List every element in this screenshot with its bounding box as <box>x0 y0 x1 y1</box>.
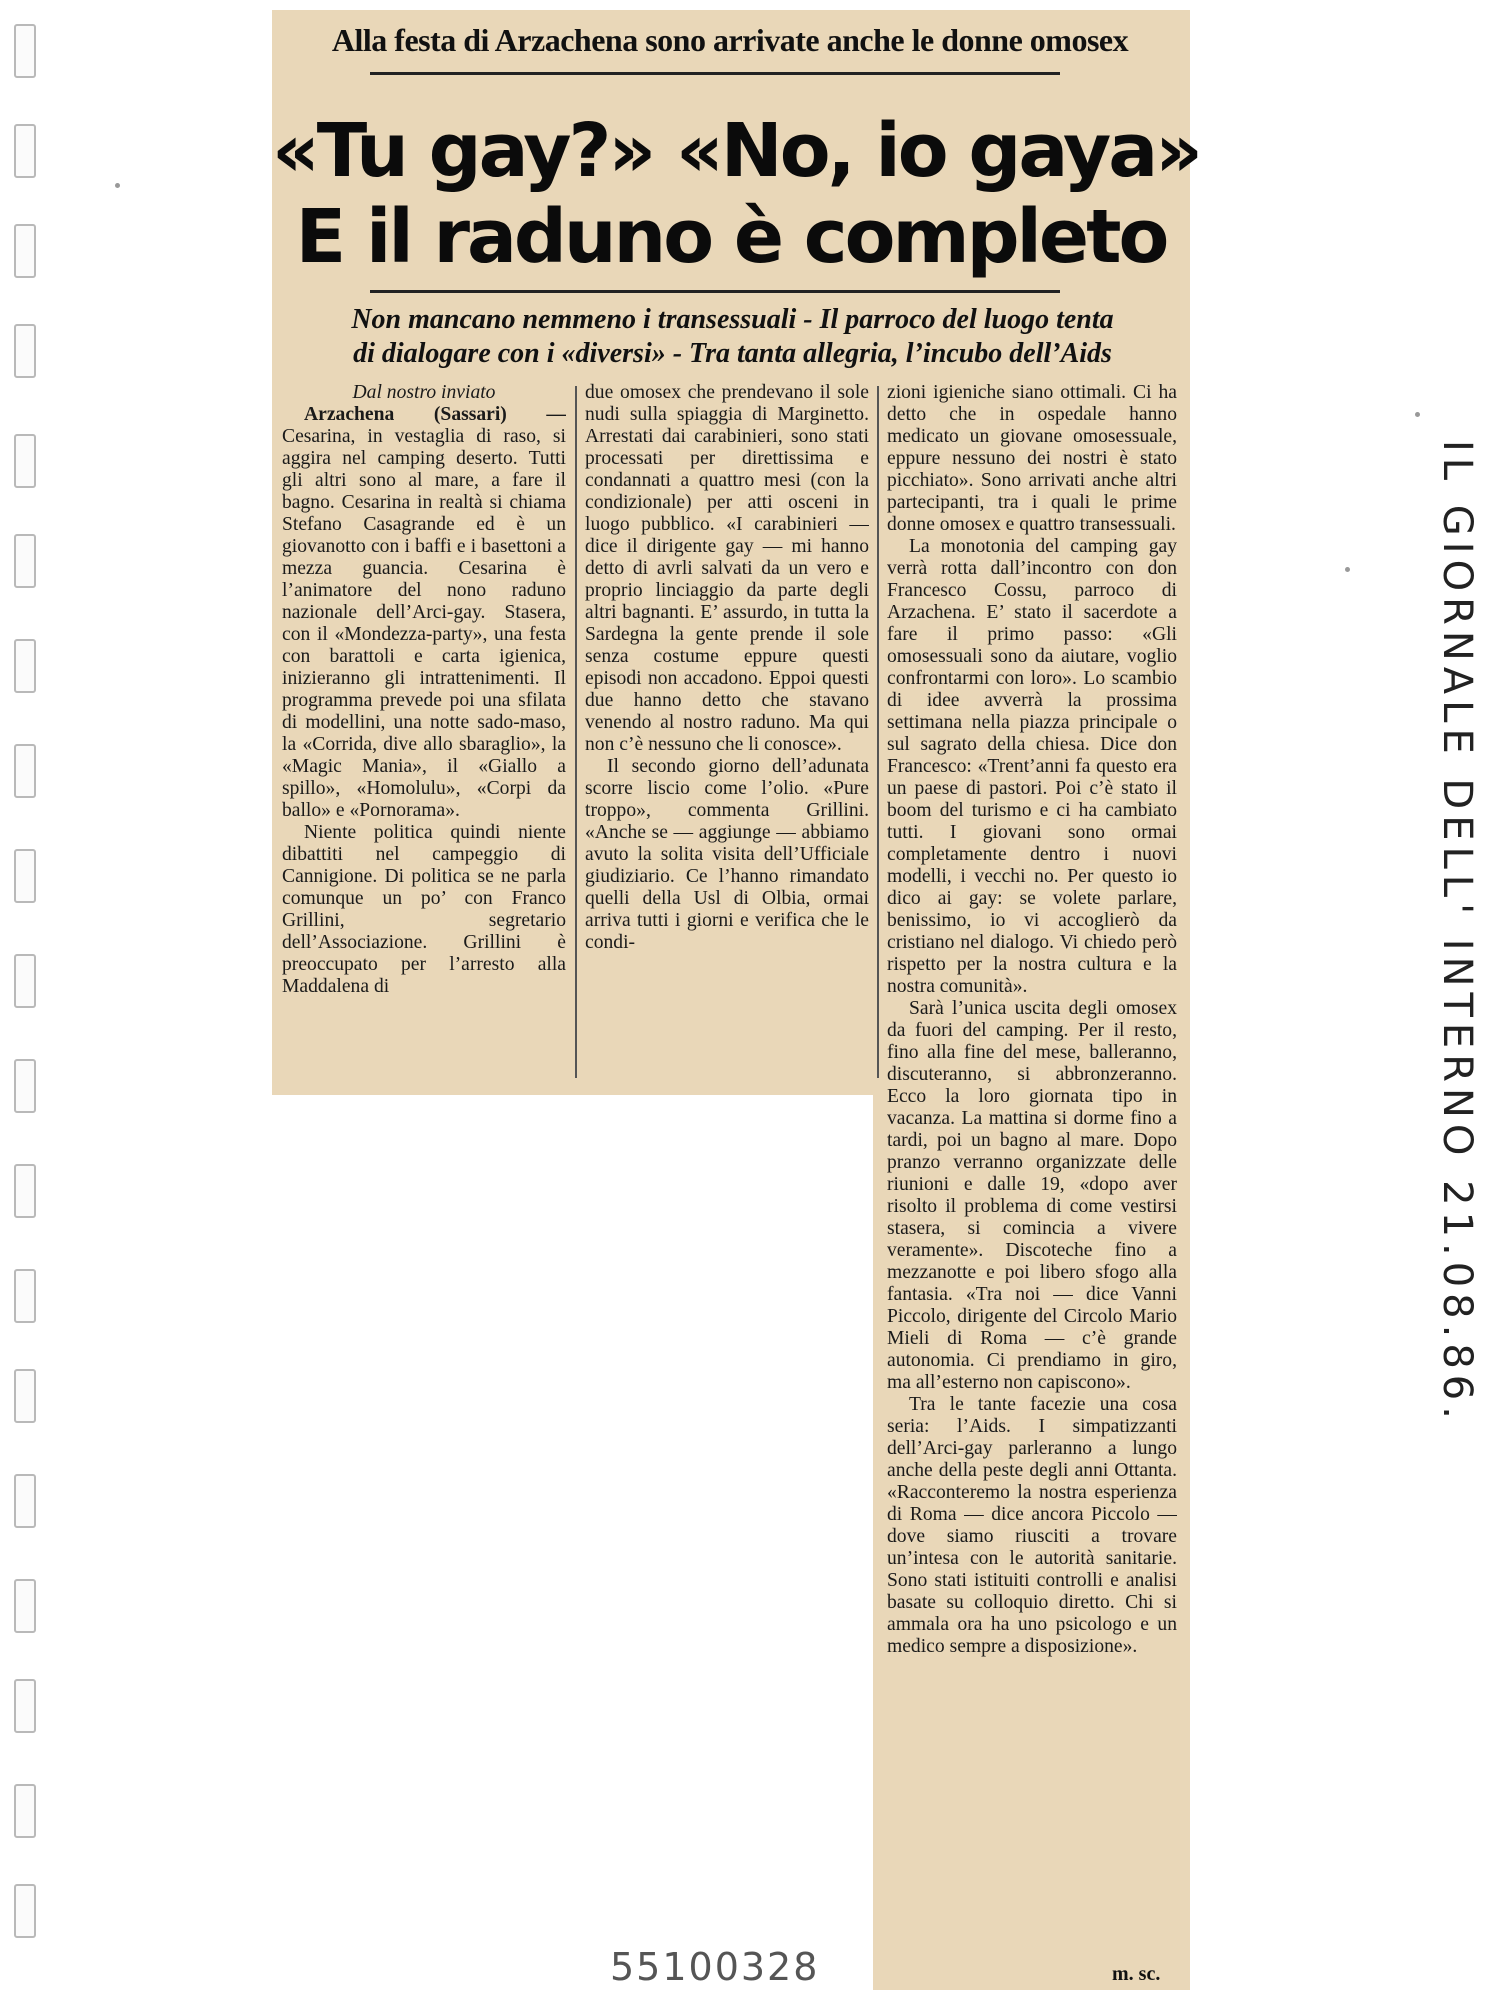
binder-hole <box>14 1059 36 1113</box>
paragraph: Tra le tante facezie una cosa seria: l’Aids. I simpatizzanti dell’Arci-gay parleranno a lungo anche della peste degli anni Ottanta. «Racconteremo la nostra esperienza di Roma — dice ancora Piccolo — dove siamo riusciti a trovare un’intesa con le autorità sanitarie. Sono stati istituiti controlli e analisi basate su colloquio diretto. Chi si ammala ora ha uno psicologo e un medico sempre a disposizione». <box>887 1394 1177 1657</box>
binder-hole <box>14 954 36 1008</box>
binder-hole <box>14 124 36 178</box>
binder-hole <box>14 1369 36 1423</box>
binder-hole <box>14 434 36 488</box>
paragraph: Il secondo giorno dell’adunata scorre liscio come l’olio. «Pure troppo», commenta Grillini. «Anche se — aggiunge — abbiamo avuto la solita visita dell’Ufficiale giudiziario. Ce l’hanno rimandato quelli della Usl di Olbia, ormai arriva tutti i giorni e verifica che le condi- <box>585 756 869 953</box>
speck <box>1415 412 1420 417</box>
binder-hole <box>14 639 36 693</box>
binder-hole <box>14 1784 36 1838</box>
paragraph: La monotonia del camping gay verrà rotta dall’incontro con don Francesco Cossu, parroco di Arzachena. E’ stato il sacerdote a fare il primo passo: «Gli omosessuali sono da aiutare, voglio confrontarmi con loro». Lo scambio di idee avverrà la prossima settimana nella piazza principale o sul sagrato della chiesa. Dice don Francesco: «Trent’anni fa questo era un paese di pastori. Poi c’è stato il boom del turismo e ci ha cambiato tutti. I giovani sono ormai completamente dentro i nuovi modelli, i vecchi no. Per questo io dico ai gay: se volete parlare, benissimo, io vi accoglierò da cristiano nel dialogo. Vi chiedo però rispetto per la nostra cultura e la nostra comunità». <box>887 536 1177 997</box>
binder-hole <box>14 1164 36 1218</box>
binder-hole <box>14 1579 36 1633</box>
dateline-place: Arzachena (Sassari) — <box>304 404 566 425</box>
article-column-1 <box>282 382 566 1082</box>
paragraph: Cesarina, in vestaglia di raso, si aggira nel camping deserto. Tutti gli altri sono al mare, a fare il bagno. Cesarina in realtà si chiama Stefano Casagrande ed è un giovanotto con i baffi e i basettoni a mezza guancia. Cesarina è l’animatore del nono raduno nazionale dell’Arci-gay. Stasera, con il «Mondezza-party», una festa con barattoli e carta igienica, inizieranno gli intrattenimenti. Il programma prevede poi una sfilata di modellini, una notte sado-maso, la «Corrida, dive allo sbaraglio», la «Magic Mania», il «Giallo a spillo», «Homolulu», «Corpi da ballo» e «Pornorama». <box>282 426 566 821</box>
column-separator <box>575 386 577 1078</box>
paragraph: Sarà l’unica uscita degli omosex da fuori del camping. Per il resto, fino alla fine del mese, balleranno, discuteranno, si abbronzeranno. Ecco la loro giornata tipo in vacanza. La mattina si dorme fino a tardi, poi un bagno al mare. Dopo pranzo verranno organizzate delle riunioni e dalle 19, «dopo aver risolto il problema di come vestirsi stasera, si comincia a vivere veramente». Discoteche fino a mezzanotte e poi libero sfogo alla fantasia. «Tra noi — dice Vanni Piccolo, dirigente del Circolo Mario Mieli di Roma — c’è grande autonomia. Ci prendiamo in giro, ma all’esterno non capiscono». <box>887 998 1177 1393</box>
paragraph: due omosex che prendevano il sole nudi sulla spiaggia di Marginetto. Arrestati dai carabinieri, sono stati processati per direttissima e condannati a quattro mesi (con la condizionale) per atti osceni in luogo pubblico. «I carabinieri — dice il dirigente gay — mi hanno detto di avrli salvati da un vero e proprio linciaggio da parte degli altri bagnanti. E’ assurdo, in tutta la Sardegna la gente prende il sole senza costume eppure questi episodi non accadono. Eppoi questi due hanno detto che stavano venendo al nostro raduno. Ma qui non c’è nessuno che li conosce». <box>585 382 869 755</box>
subtitle-line-2: di dialogare con i «diversi» - Tra tanta allegria, l’incubo dell’Aids <box>353 338 1112 369</box>
headline-line-2: E il raduno è completo <box>295 194 1167 280</box>
dateline: Dal nostro inviato <box>352 382 496 403</box>
overtitle: Alla festa di Arzachena sono arrivate anche le donne omosex <box>331 22 1129 58</box>
binder-hole <box>14 744 36 798</box>
speck <box>1345 567 1350 572</box>
headline-line-1: «Tu gay?» «No, io gaya» <box>272 108 1200 194</box>
binder-hole <box>14 849 36 903</box>
column-separator <box>877 386 879 1078</box>
binder-hole <box>14 324 36 378</box>
article-column-3 <box>887 382 1177 1957</box>
subtitle-line-1: Non mancano nemmeno i transessuali - Il parroco del luogo tenta <box>351 304 1114 335</box>
article-column-2 <box>585 382 869 1082</box>
binder-holes <box>14 24 44 1974</box>
binder-hole <box>14 534 36 588</box>
binder-hole <box>14 1679 36 1733</box>
binder-hole <box>14 1884 36 1938</box>
rule-top <box>370 72 1060 75</box>
binder-hole <box>14 1474 36 1528</box>
rule-middle <box>370 290 1060 293</box>
binder-hole <box>14 224 36 278</box>
speck <box>115 183 120 188</box>
binder-hole <box>14 24 36 78</box>
handwritten-archive-code: 55100328 <box>610 1945 820 1989</box>
paragraph: Niente politica quindi niente dibattiti nel campeggio di Cannigione. Di politica se ne parla comunque un po’ con Franco Grillini, segretario dell’Associazione. Grillini è preoccupato per l’arresto alla Maddalena di <box>282 822 566 997</box>
binder-hole <box>14 1269 36 1323</box>
author-signature: m. sc. <box>1112 1963 1161 1985</box>
paragraph: zioni igieniche siano ottimali. Ci ha detto che in ospedale hanno medicato un giovane omosessuale, eppure nessuno dei nostri è stato picchiato». Sono arrivati anche altri partecipanti, tra i quali le prime donne omosex e quattro transessuali. <box>887 382 1177 535</box>
handwritten-source-note: IL GIORNALE DELL' INTERNO 21.08.86. <box>1434 440 1480 1425</box>
